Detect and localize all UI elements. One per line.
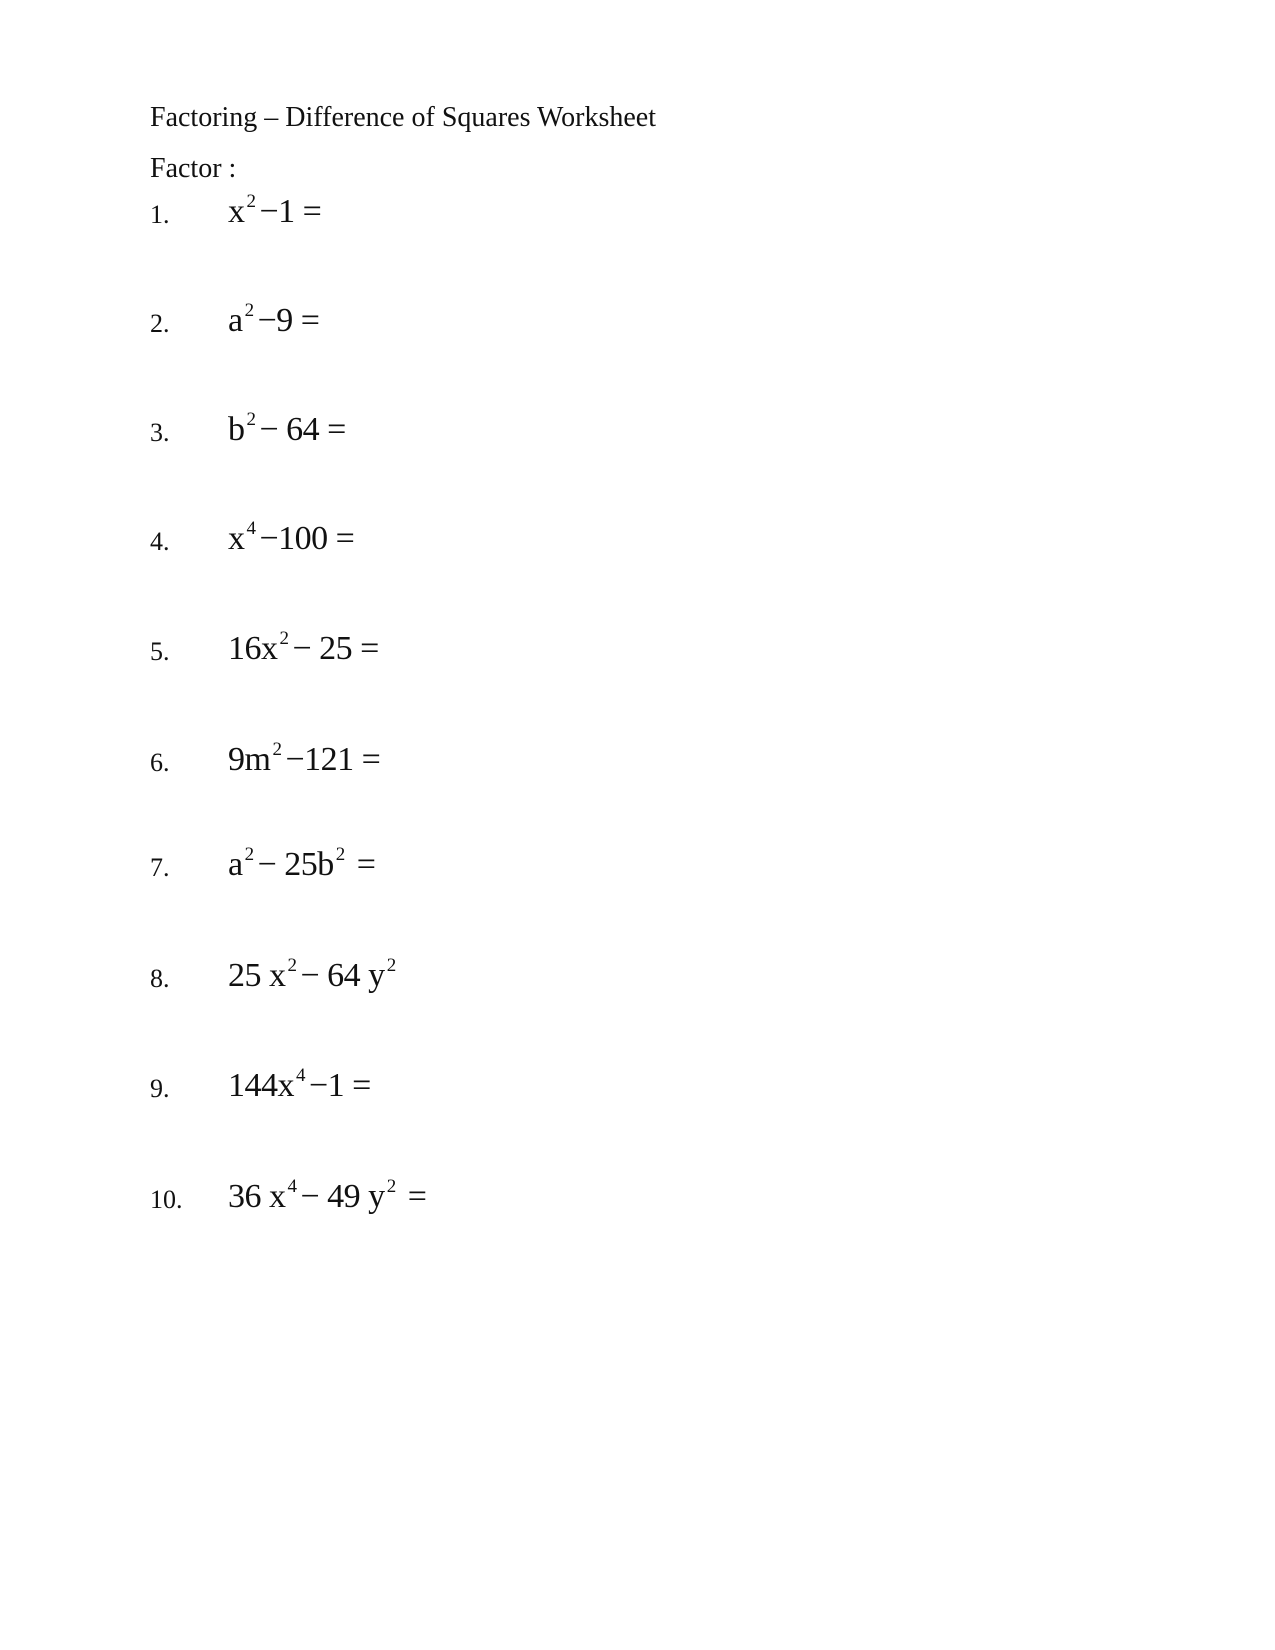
instruction-text: Factor : bbox=[150, 153, 237, 184]
problem-number: 9. bbox=[150, 1074, 170, 1103]
problem-expression: 9m $^2$ −121 = bbox=[228, 739, 381, 778]
problem-expression: x $^2$ −1 = bbox=[228, 191, 322, 230]
problem-3 bbox=[150, 394, 750, 454]
problem-expression: 16x $^2$ − 25 = bbox=[228, 628, 379, 667]
problem-5 bbox=[150, 613, 750, 673]
problem-expression: a $^2$ −9 = bbox=[228, 300, 320, 339]
problem-7 bbox=[150, 829, 750, 889]
problem-number: 2. bbox=[150, 309, 170, 338]
problem-number: 8. bbox=[150, 964, 170, 993]
problem-9 bbox=[150, 1050, 750, 1110]
problem-expression: 36 x $^4$ − 49 y $^2$ = bbox=[228, 1176, 427, 1215]
problem-number: 7. bbox=[150, 853, 170, 882]
problem-expression: 144x $^4$ −1 = bbox=[228, 1065, 371, 1104]
problem-number: 4. bbox=[150, 527, 170, 556]
problem-number: 1. bbox=[150, 200, 170, 229]
problem-number: 3. bbox=[150, 418, 170, 447]
problem-expression: x $^4$ −100 = bbox=[228, 518, 355, 557]
problem-expression: 25 x $^2$ − 64 y $^2$ bbox=[228, 955, 396, 994]
problem-1 bbox=[150, 176, 750, 236]
problem-8 bbox=[150, 940, 750, 1000]
problem-number: 5. bbox=[150, 637, 170, 666]
problem-2 bbox=[150, 285, 750, 345]
problem-number: 6. bbox=[150, 748, 170, 777]
problem-6 bbox=[150, 724, 750, 784]
worksheet-title: Factoring – Difference of Squares Worksheet bbox=[150, 102, 656, 133]
problem-4 bbox=[150, 503, 750, 563]
problem-10 bbox=[150, 1161, 750, 1221]
problem-number: 10. bbox=[150, 1185, 183, 1214]
problem-expression: b $^2$ − 64 = bbox=[228, 409, 346, 448]
problem-expression: a $^2$ − 25b $^2$ = bbox=[228, 844, 376, 883]
